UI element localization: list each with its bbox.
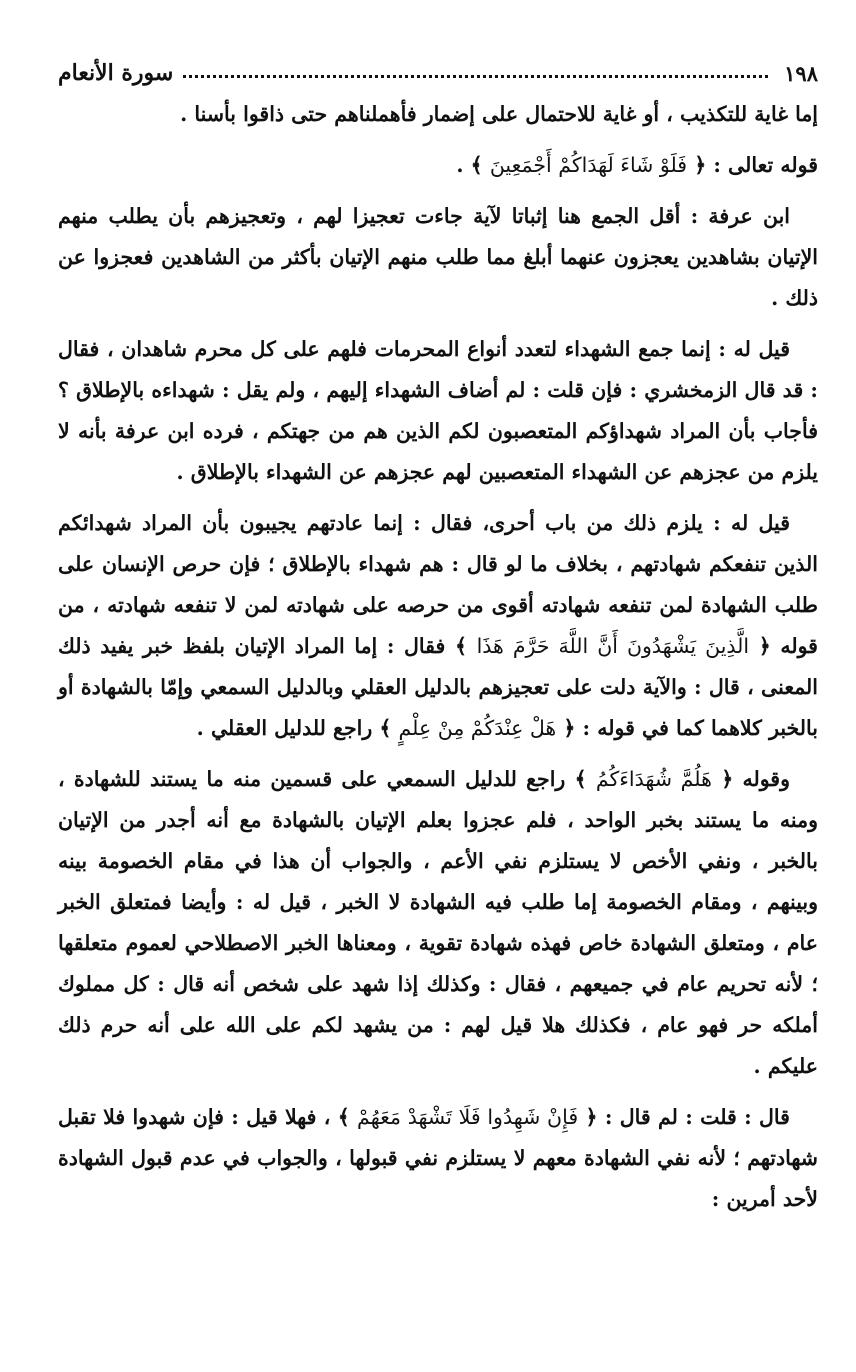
paragraph-text: ، فهلا قيل : فإن شهدوا فلا تقبل شهادتهم ؛ لأنه نفي الشهادة معهم لا يستلزم نفي قبولها ، والجواب في عدم قبول الشهادة لأحد أمرين : bbox=[58, 1105, 818, 1211]
quran-bracket-close: ﴾ bbox=[470, 153, 483, 177]
paragraph-4 bbox=[58, 329, 818, 493]
paragraph-text: . bbox=[456, 153, 471, 177]
paragraph-text: قال : قلت : لم قال : bbox=[597, 1105, 790, 1129]
text-body bbox=[58, 94, 818, 1220]
quran-quote: فَإِنْ شَهِدُوا فَلَا تَشْهَدْ مَعَهُمْ bbox=[357, 1105, 579, 1129]
quran-quote: فَلَوْ شَاءَ لَهَدَاكُمْ أَجْمَعِينَ bbox=[489, 153, 688, 177]
quran-bracket-open: ﴿ bbox=[758, 634, 771, 658]
quran-bracket-open: ﴿ bbox=[585, 1105, 598, 1129]
paragraph-6 bbox=[58, 759, 818, 1087]
quran-bracket-close: ﴾ bbox=[337, 1105, 350, 1129]
paragraph-text: قيل له : يلزم ذلك من باب أحرى، فقال : إنما عادتهم يجيبون بأن المراد شهدائكم الذين تنفعكم شهادتهم ، بخلاف ما لو قال : هم شهداء بالإطلاق ؛ فإن حرص الإنسان على طلب الشهادة لمن تنفعه شهادته أقوى من حرصه على شهادته لمن لا تنفعه شهادته ، من قوله bbox=[58, 511, 818, 658]
quran-quote: الَّذِينَ يَشْهَدُونَ أَنَّ اللَّهَ حَرَّمَ هَذَا bbox=[476, 634, 750, 658]
paragraph-2 bbox=[58, 145, 818, 186]
paragraph-text: إما غاية للتكذيب ، أو غاية للاحتمال على إضمار فأهملناهم حتى ذاقوا بأسنا . bbox=[180, 102, 818, 126]
paragraph-text: قيل له : إنما جمع الشهداء لتعدد أنواع المحرمات فلهم على كل محرم شاهدان ، فقال : قد قال الزمخشري : فإن قلت : لم أضاف الشهداء إليهم ، ولم يقل : شهداءه بالإطلاق ؟ فأجاب بأن المراد شهداؤكم المتعصبون لكم الذين هم من جهتكم ، فرده ابن عرفة بأنه لا يلزم من عجزهم عن الشهداء المتعصبين لهم عجزهم عن الشهداء بالإطلاق . bbox=[58, 337, 818, 484]
quran-bracket-open: ﴿ bbox=[563, 716, 576, 740]
quran-bracket-open: ﴿ bbox=[694, 153, 707, 177]
paragraph-text: قوله تعالى : bbox=[706, 153, 818, 177]
paragraph-text: ابن عرفة : أقل الجمع هنا إثباتا لآية جاءت تعجيزا لهم ، وتعجيزهم بأن يطلب منهم الإتيان بشاهدين يعجزون عنهما أبلغ مما طلب منهم الإتيان بأكثر من الشاهدين فعجزوا عن ذلك . bbox=[58, 204, 818, 310]
dotted-leader bbox=[183, 75, 768, 78]
paragraph-text: راجع للدليل العقلي . bbox=[196, 716, 380, 740]
quran-bracket-close: ﴾ bbox=[574, 767, 587, 791]
paragraph-text: راجع للدليل السمعي على قسمين منه ما يستند للشهادة ، ومنه ما يستند بخبر الواحد ، فلم عجزوا بعلم الإتيان بالشهادة مع أنه أجدر من الإتيان بالخبر ، ونفي الأخص لا يستلزم نفي الأعم ، والجواب أن هذا في مقام الخصومة بينه وبينهم ، ومقام الخصومة إما طلب فيه الشهادة لا الخبر ، قيل له : وأيضا فمتعلق الخبر عام ، ومتعلق الشهادة خاص فهذه شهادة تقوية ، ومعناها الخبر الاصطلاحي لعموم متعلقها ؛ لأنه تحريم عام في جميعهم ، فقال : وكذلك إذا شهد على شخص أنه قال : كل مملوك أملكه حر فهو عام ، فكذلك هلا قيل لهم : من يشهد لكم على الله على أنه حرم ذلك عليكم . bbox=[58, 767, 818, 1078]
quran-bracket-close: ﴾ bbox=[379, 716, 392, 740]
paragraph-3 bbox=[58, 196, 818, 319]
paragraph-7 bbox=[58, 1097, 818, 1220]
quran-bracket-close: ﴾ bbox=[454, 634, 467, 658]
quran-bracket-open: ﴿ bbox=[721, 767, 734, 791]
surah-title: سورة الأنعام bbox=[58, 60, 174, 86]
paragraph-text: فقال : إما المراد الإتيان بلفظ خبر يفيد ذلك المعنى ، قال : والآية دلت على تعجيزهم بالدليل العقلي وبالدليل السمعي وإمّا بالشهادة أو بالخبر كلاهما كما في قوله : bbox=[58, 634, 818, 740]
paragraph-5 bbox=[58, 503, 818, 749]
quran-quote: هَلْ عِنْدَكُمْ مِنْ عِلْمٍ bbox=[398, 716, 557, 740]
paragraph-1 bbox=[58, 94, 818, 135]
running-header bbox=[58, 48, 818, 86]
paragraph-text: وقوله bbox=[733, 767, 791, 791]
quran-quote: هَلُمَّ شُهَدَاءَكُمُ bbox=[595, 767, 712, 791]
page-number: ١٩٨ bbox=[784, 61, 818, 86]
